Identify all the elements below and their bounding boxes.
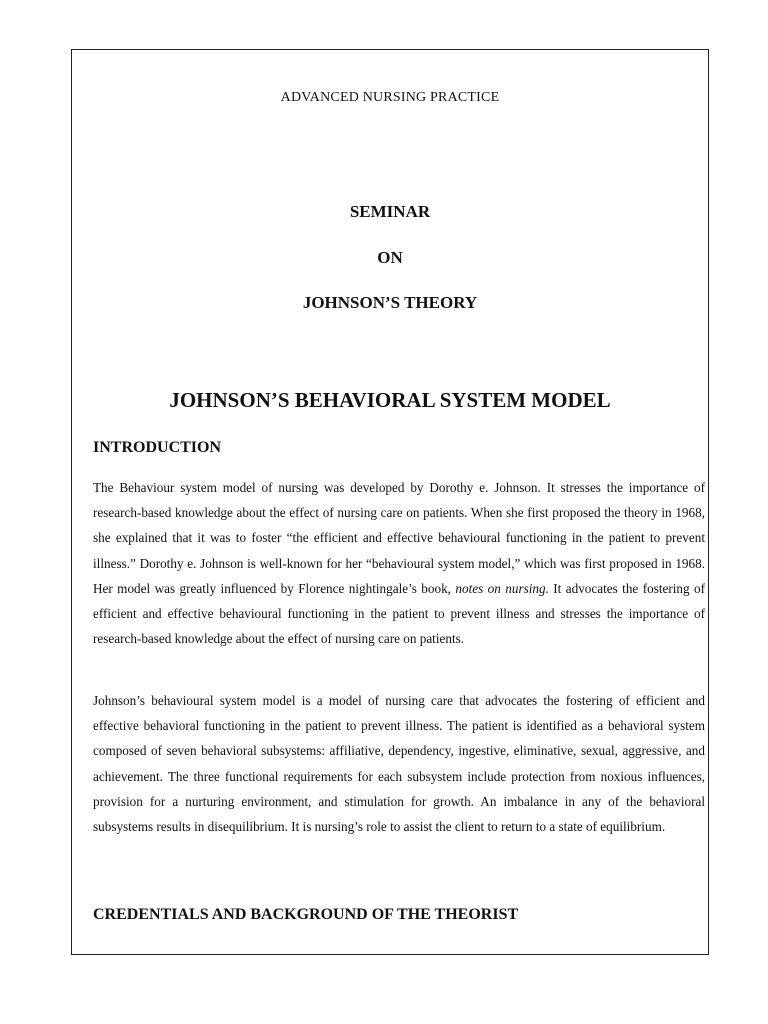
title-on: ON <box>377 248 403 267</box>
title-topic: JOHNSON’S THEORY <box>302 293 478 312</box>
intro-paragraph-2: Johnson’s behavioural system model is a model of nursing care that advocates the fostering of efficient and effective behavioral functioning in the patient to prevent illness. The patient is identified as a behavioral system composed of seven behavioral subsystems: affiliative, dependency, ingestive, eliminative, sexual, aggressive, and achievement. The three functional requirements for each subsystem include protection from noxious influences, provision for a nurturing environment, and stimulation for growth. An imbalance in any of the behavioral subsystems results in disequilibrium. It is nursing’s role to assist the client to return to a state of equilibrium. <box>93 693 705 835</box>
intro-paragraph-1-text-b: It advocates the fostering of efficient and effective behavioural functioning in the patient to prevent illness and stresses the importance of research-based knowledge about the effect of nursing care on patients. <box>93 580 705 647</box>
section-heading-introduction: INTRODUCTION <box>93 439 222 456</box>
section-heading-credentials: CREDENTIALS AND BACKGROUND OF THE THEORIST <box>93 906 519 923</box>
book-title-italic: notes on nursing. <box>455 580 549 596</box>
page-frame <box>71 49 709 955</box>
document-header: ADVANCED NURSING PRACTICE <box>280 90 500 105</box>
intro-paragraph-1-text-a: The Behaviour system model of nursing was developed by Dorothy e. Johnson. It stresses the importance of research-based knowledge about the effect of nursing care on patients. When she first proposed the theory in 1968, she explained that it was to foster “the efficient and effective behavioural functioning in the patient to prevent illness.” Dorothy e. Johnson is well-known for her “behavioural system model,” which was first proposed in 1968. Her model was greatly influenced by Florence nightingale’s book, <box>93 480 705 596</box>
main-title: JOHNSON’S BEHAVIORAL SYSTEM MODEL <box>169 388 611 412</box>
title-seminar: SEMINAR <box>349 202 431 221</box>
intro-paragraph-1 <box>93 475 705 651</box>
